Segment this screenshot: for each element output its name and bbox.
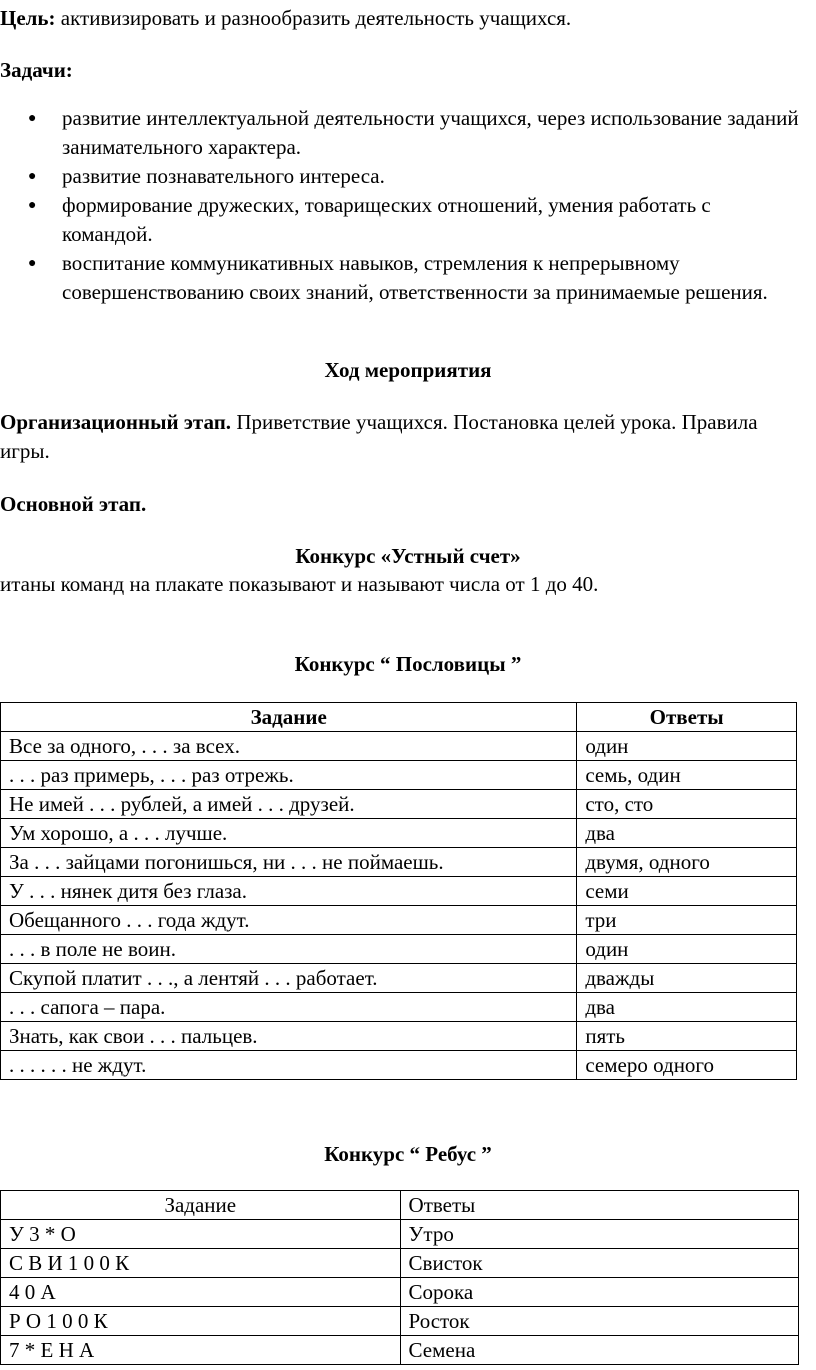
answer-cell: двумя, одного: [577, 848, 797, 877]
task-cell: Все за одного, . . . за всех.: [1, 732, 577, 761]
answer-cell: семеро одного: [577, 1051, 797, 1080]
table-header-row: [1, 703, 797, 732]
task-text: развитие познавательного интереса.: [62, 164, 385, 188]
tasks-list: [0, 104, 816, 307]
table-row: [1, 848, 797, 877]
task-cell: Ум хорошо, а . . . лучше.: [1, 819, 577, 848]
main-stage-text: Основной этап.: [0, 492, 147, 516]
org-stage: [0, 408, 800, 466]
table-row: [1, 1307, 799, 1336]
list-item: [0, 249, 802, 307]
table-row: [1, 790, 797, 819]
task-text: развитие интеллектуальной деятельности учащихся, через использование заданий занимательного характера.: [62, 106, 799, 159]
answer-cell: один: [577, 732, 797, 761]
contest1-title: [0, 542, 816, 571]
answer-cell: три: [577, 906, 797, 935]
table-row: [1, 1220, 799, 1249]
tasks-heading: [0, 56, 73, 85]
answer-cell: Росток: [400, 1307, 798, 1336]
table-row: [1, 964, 797, 993]
task-cell: Р О 1 0 0 К: [1, 1307, 401, 1336]
task-cell: 4 0 А: [1, 1278, 401, 1307]
answer-cell: дважды: [577, 964, 797, 993]
contest2-title: [0, 650, 816, 679]
task-cell: У . . . нянек дитя без глаза.: [1, 877, 577, 906]
table-row: [1, 761, 797, 790]
table-row: [1, 1336, 799, 1365]
answer-cell: пять: [577, 1022, 797, 1051]
task-cell: Скупой платит . . ., а лентяй . . . работает.: [1, 964, 577, 993]
goal-line: [0, 4, 571, 33]
task-cell: . . . раз примерь, . . . раз отрежь.: [1, 761, 577, 790]
table-row: [1, 1051, 797, 1080]
event-heading-text: Ход мероприятия: [324, 358, 492, 382]
column-header: Ответы: [577, 703, 797, 732]
main-stage: [0, 490, 146, 519]
answer-cell: Сорока: [400, 1278, 798, 1307]
answer-cell: сто, сто: [577, 790, 797, 819]
task-cell: Не имей . . . рублей, а имей . . . друзей.: [1, 790, 577, 819]
task-text: формирование дружеских, товарищеских отношений, умения работать с командой.: [62, 193, 711, 246]
tasks-heading-text: Задачи:: [0, 58, 73, 82]
contest3-title: [0, 1140, 816, 1169]
answer-cell: семь, один: [577, 761, 797, 790]
task-text: воспитание коммуникативных навыков, стремления к непрерывному совершенствованию своих знаний, ответственности за принимаемые решения.: [62, 251, 768, 304]
task-cell: У 3 * О: [1, 1220, 401, 1249]
bullet-icon: ●: [28, 198, 37, 213]
column-header: Ответы: [400, 1191, 798, 1220]
proverbs-table: [0, 702, 797, 1080]
table-row: [1, 1022, 797, 1051]
list-item: [0, 104, 802, 162]
answer-cell: Утро: [400, 1220, 798, 1249]
answer-cell: два: [577, 993, 797, 1022]
goal-label: Цель:: [0, 6, 56, 30]
list-item: [0, 162, 802, 191]
bullet-icon: ●: [28, 256, 37, 271]
answer-cell: Свисток: [400, 1249, 798, 1278]
task-cell: Обещанного . . . года ждут.: [1, 906, 577, 935]
bullet-icon: ●: [28, 169, 37, 184]
task-cell: Знать, как свои . . . пальцев.: [1, 1022, 577, 1051]
task-cell: 7 * Е Н А: [1, 1336, 401, 1365]
table-row: [1, 877, 797, 906]
event-heading: [0, 356, 816, 385]
rebus-table: [0, 1190, 799, 1365]
contest1-text: итаны команд на плакате показывают и называют числа от 1 до 40.: [0, 572, 599, 596]
task-cell: С В И 1 0 0 К: [1, 1249, 401, 1278]
answer-cell: два: [577, 819, 797, 848]
task-cell: . . . . . . не ждут.: [1, 1051, 577, 1080]
task-cell: . . . сапога – пара.: [1, 993, 577, 1022]
task-cell: За . . . зайцами погонишься, ни . . . не поймаешь.: [1, 848, 577, 877]
contest1-title-text: Конкурс «Устный счет»: [295, 544, 521, 568]
bullet-icon: ●: [28, 111, 37, 126]
table-row: [1, 1249, 799, 1278]
org-stage-text: Приветствие учащихся. Постановка целей урока. Правила игры.: [0, 410, 758, 463]
table-row: [1, 906, 797, 935]
table-row: [1, 935, 797, 964]
table-row: [1, 1278, 799, 1307]
column-header: Задание: [1, 703, 577, 732]
task-cell: . . . в поле не воин.: [1, 935, 577, 964]
goal-text: активизировать и разнообразить деятельность учащихся.: [55, 6, 572, 30]
table-row: [1, 732, 797, 761]
org-stage-label: Организационный этап.: [0, 410, 232, 434]
answer-cell: семи: [577, 877, 797, 906]
column-header: Задание: [1, 1191, 401, 1220]
contest2-title-text: Конкурс “ Пословицы ”: [294, 652, 522, 676]
contest3-title-text: Конкурс “ Ребус ”: [324, 1142, 492, 1166]
answer-cell: один: [577, 935, 797, 964]
table-header-row: [1, 1191, 799, 1220]
table-row: [1, 993, 797, 1022]
table-row: [1, 819, 797, 848]
list-item: [0, 191, 802, 249]
answer-cell: Семена: [400, 1336, 798, 1365]
